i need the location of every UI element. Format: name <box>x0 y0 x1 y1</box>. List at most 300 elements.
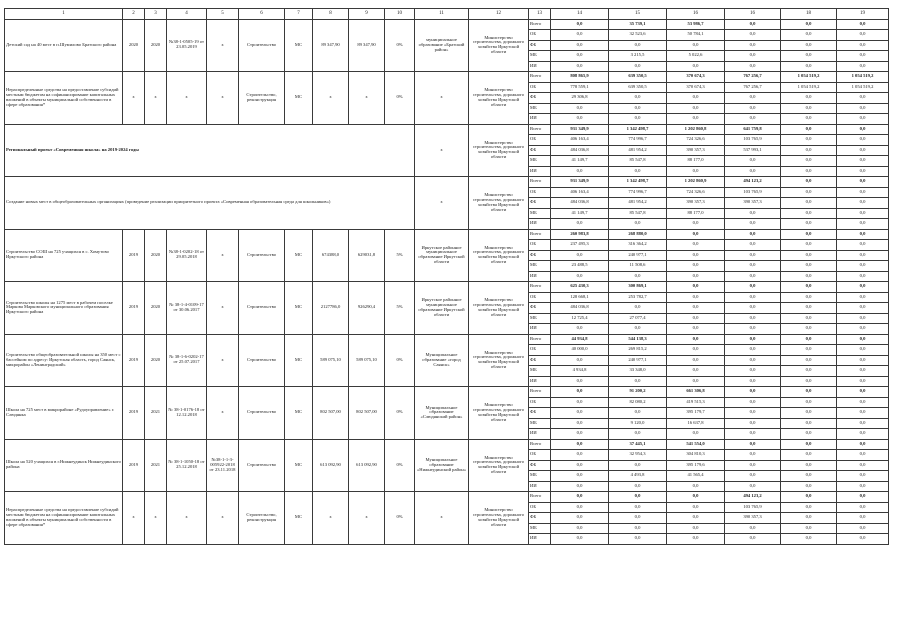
amount-cell: 0,0 <box>551 408 609 419</box>
amount-cell: 0,0 <box>667 40 725 51</box>
amount-cell: 260 983,8 <box>551 229 609 240</box>
amount-cell: 35 739,1 <box>609 19 667 30</box>
amount-cell: 0,0 <box>781 334 837 345</box>
amount-cell: 0,0 <box>725 292 781 303</box>
table-row <box>5 124 889 135</box>
amount-cell: 0,0 <box>667 366 725 377</box>
column-header: 16 <box>725 9 781 20</box>
amount-cell: 237 495,3 <box>551 240 609 251</box>
amount-cell: 0,0 <box>837 376 889 387</box>
amount-cell: 0,0 <box>837 492 889 503</box>
amount-cell: 4 934,8 <box>551 366 609 377</box>
amount-cell: 639 350,5 <box>609 72 667 83</box>
amount-cell: 0,0 <box>725 240 781 251</box>
expertise-cell: № 38-1-6-0202-17 от 25.07.2017 <box>167 334 207 387</box>
amount-cell: 0,0 <box>781 471 837 482</box>
municipality-cell: Муниципальное образование «Слюдянский район» <box>415 387 469 440</box>
amount-cell: 0,0 <box>725 345 781 356</box>
amount-cell: 0,0 <box>781 51 837 62</box>
amount-cell: 0,0 <box>781 177 837 188</box>
amount-cell: 0,0 <box>725 271 781 282</box>
amount-cell: 91 200,2 <box>609 387 667 398</box>
amount-cell: 0,0 <box>667 502 725 513</box>
funding-source-label: Всего <box>529 439 551 450</box>
amount-cell: 0,0 <box>781 303 837 314</box>
column-header: 6 <box>239 9 285 20</box>
amount-cell: 0,0 <box>781 93 837 104</box>
amount-cell: 481 954,2 <box>609 198 667 209</box>
amount-cell: 0,0 <box>837 156 889 167</box>
funding-source-label: ОБ <box>529 135 551 146</box>
amount-cell: 0,0 <box>725 324 781 335</box>
municipality-cell: муниципальное образование «Братский район» <box>415 19 469 72</box>
amount-cell: 0,0 <box>725 166 781 177</box>
funding-source-label: ФБ <box>529 355 551 366</box>
funding-source-label: ФБ <box>529 40 551 51</box>
amount-cell: 0,0 <box>667 219 725 230</box>
amount-cell: 0,0 <box>781 481 837 492</box>
amount-cell: 0,0 <box>667 261 725 272</box>
amount-cell: 0,0 <box>609 460 667 471</box>
amount-cell: 0,0 <box>781 439 837 450</box>
amount-cell: 0,0 <box>781 429 837 440</box>
estimated-cost-cell: 589 075,10 <box>313 334 349 387</box>
amount-cell: 0,0 <box>781 219 837 230</box>
amount-cell: 370 674,3 <box>667 82 725 93</box>
start-year-cell: 2019 <box>123 229 145 282</box>
amount-cell: 0,0 <box>837 114 889 125</box>
amount-cell: 767 256,7 <box>725 72 781 83</box>
amount-cell: 9 120,0 <box>609 418 667 429</box>
amount-cell: 300 869,1 <box>609 282 667 293</box>
column-header: 11 <box>415 9 469 20</box>
amount-cell: 0,0 <box>781 187 837 198</box>
amount-cell: 0,0 <box>781 114 837 125</box>
amount-cell: 931 349,9 <box>551 124 609 135</box>
amount-cell: 0,0 <box>837 282 889 293</box>
amount-cell: 0,0 <box>551 324 609 335</box>
work-type-cell: Строительство, реконструкция <box>239 492 285 545</box>
amount-cell: 0,0 <box>609 534 667 545</box>
amount-cell: 0,0 <box>551 523 609 534</box>
amount-cell: 0,0 <box>837 534 889 545</box>
readiness-cell: 0% <box>385 72 415 125</box>
budget-table-sheet <box>4 8 884 576</box>
funding-source-label: ИИ <box>529 324 551 335</box>
amount-cell: 0,0 <box>837 271 889 282</box>
amount-cell: 0,0 <box>725 19 781 30</box>
table-row <box>5 177 889 188</box>
amount-cell: 0,0 <box>667 523 725 534</box>
project-name-cell: Нераспределенные средства на предоставление субсидий местным бюджетам на софинансирование капитальных вложений в объекты муниципальной собственности в сфере образования* <box>5 492 123 545</box>
amount-cell: 0,0 <box>551 429 609 440</box>
expertise-cell: № 38-1-1050-18 от 25.12.2018 <box>167 439 207 492</box>
amount-cell: 0,0 <box>551 355 609 366</box>
remaining-cost-cell: х <box>349 492 385 545</box>
amount-cell: 0,0 <box>667 376 725 387</box>
amount-cell: 0,0 <box>725 429 781 440</box>
column-header: 16 <box>667 9 725 20</box>
table-body <box>5 19 889 544</box>
ownership-cell: МС <box>285 229 313 282</box>
amount-cell: 0,0 <box>609 40 667 51</box>
amount-cell: 0,0 <box>725 355 781 366</box>
expertise-cell: №38-1-0505-19 от 23.05.2019 <box>167 19 207 72</box>
amount-cell: 0,0 <box>725 418 781 429</box>
amount-cell: 103 765,9 <box>725 135 781 146</box>
amount-cell: 0,0 <box>667 492 725 503</box>
amount-cell: 370 674,3 <box>667 72 725 83</box>
amount-cell: 304 810,3 <box>667 450 725 461</box>
amount-cell: 774 996,7 <box>609 135 667 146</box>
amount-cell: 0,0 <box>837 135 889 146</box>
start-year-cell: 2019 <box>123 439 145 492</box>
amount-cell: 0,0 <box>781 418 837 429</box>
amount-cell: 0,0 <box>609 502 667 513</box>
amount-cell: 0,0 <box>725 481 781 492</box>
amount-cell: 0,0 <box>551 166 609 177</box>
amount-cell: 0,0 <box>837 502 889 513</box>
end-year-cell: 2020 <box>145 229 167 282</box>
amount-cell: 390 357,3 <box>725 198 781 209</box>
amount-cell: 0,0 <box>725 366 781 377</box>
column-header: 4 <box>167 9 207 20</box>
amount-cell: 0,0 <box>667 93 725 104</box>
amount-cell: 0,0 <box>781 30 837 41</box>
amount-cell: 1 054 519,2 <box>837 82 889 93</box>
amount-cell: 0,0 <box>725 303 781 314</box>
amount-cell: 0,0 <box>837 418 889 429</box>
funding-source-label: ОБ <box>529 82 551 93</box>
amount-cell: 0,0 <box>781 492 837 503</box>
amount-cell: 0,0 <box>837 30 889 41</box>
amount-cell: 88 177,0 <box>667 156 725 167</box>
amount-cell: 27 077,4 <box>609 313 667 324</box>
start-year-cell: 2020 <box>123 19 145 72</box>
amount-cell: 390 357,3 <box>725 513 781 524</box>
permit-cell: х <box>207 19 239 72</box>
amount-cell: 0,0 <box>667 513 725 524</box>
amount-cell: 0,0 <box>551 534 609 545</box>
permit-cell: х <box>207 229 239 282</box>
amount-cell: 0,0 <box>667 166 725 177</box>
amount-cell: 0,0 <box>837 19 889 30</box>
amount-cell: 661 306,8 <box>667 387 725 398</box>
funding-source-label: ИИ <box>529 114 551 125</box>
amount-cell: 0,0 <box>725 460 781 471</box>
project-name-cell: Детский сад на 40 мест в п.Шумилово Братского района <box>5 19 123 72</box>
remaining-cost-cell: 802 507,00 <box>349 387 385 440</box>
amount-cell: 32 954,3 <box>609 450 667 461</box>
responsible-cell: Министерство строительства, дорожного хозяйства Иркутской области <box>469 72 529 125</box>
amount-cell: 0,0 <box>837 292 889 303</box>
amount-cell: 0,0 <box>609 408 667 419</box>
project-name-cell: Нераспределенные средства на предоставление субсидий местным бюджетам на софинансирование капитальных вложений в объекты муниципальной собственности в сфере образования* <box>5 72 123 125</box>
funding-source-label: МБ <box>529 523 551 534</box>
funding-source-label: ФБ <box>529 513 551 524</box>
amount-cell: 0,0 <box>609 376 667 387</box>
amount-cell: 0,0 <box>781 240 837 251</box>
funding-source-label: ОБ <box>529 292 551 303</box>
work-type-cell: Строительство <box>239 334 285 387</box>
amount-cell: 639 350,5 <box>609 82 667 93</box>
estimated-cost-cell: 674388,0 <box>313 229 349 282</box>
responsible-cell: Министерство строительства, дорожного хозяйства Иркутской области <box>469 177 529 230</box>
amount-cell: 724 326,6 <box>667 135 725 146</box>
amount-cell: 41 565,4 <box>667 471 725 482</box>
amount-cell: 1 054 519,2 <box>837 72 889 83</box>
amount-cell: 0,0 <box>551 271 609 282</box>
funding-source-label: МБ <box>529 418 551 429</box>
amount-cell: 395 179,6 <box>667 460 725 471</box>
remaining-cost-cell: х <box>349 72 385 125</box>
amount-cell: 0,0 <box>837 366 889 377</box>
readiness-cell: 5% <box>385 229 415 282</box>
amount-cell: 32 523,6 <box>609 30 667 41</box>
amount-cell: 0,0 <box>667 481 725 492</box>
amount-cell: 0,0 <box>725 61 781 72</box>
amount-cell: 0,0 <box>781 208 837 219</box>
amount-cell: 0,0 <box>667 345 725 356</box>
amount-cell: 4 493,8 <box>609 471 667 482</box>
amount-cell: 931 349,9 <box>551 177 609 188</box>
ownership-cell: МС <box>285 334 313 387</box>
amount-cell: 23 488,5 <box>551 261 609 272</box>
amount-cell: 0,0 <box>609 114 667 125</box>
amount-cell: 85 547,8 <box>609 208 667 219</box>
amount-cell: 0,0 <box>725 229 781 240</box>
amount-cell: 544 138,3 <box>609 334 667 345</box>
amount-cell: 3 215,5 <box>609 51 667 62</box>
amount-cell: 0,0 <box>837 460 889 471</box>
amount-cell: 0,0 <box>837 313 889 324</box>
funding-source-label: МБ <box>529 261 551 272</box>
amount-cell: 0,0 <box>609 103 667 114</box>
amount-cell: 484 036,8 <box>551 303 609 314</box>
amount-cell: 0,0 <box>609 219 667 230</box>
end-year-cell: 2021 <box>145 387 167 440</box>
remaining-cost-cell: 613 092,90 <box>349 439 385 492</box>
ownership-cell: МС <box>285 72 313 125</box>
amount-cell: 0,0 <box>725 450 781 461</box>
funding-source-label: ФБ <box>529 250 551 261</box>
amount-cell: 29 306,8 <box>551 93 609 104</box>
municipality-cell: х <box>415 492 469 545</box>
funding-source-label: МБ <box>529 103 551 114</box>
remaining-cost-cell: 89 347,90 <box>349 19 385 72</box>
funding-source-label: Всего <box>529 177 551 188</box>
amount-cell: 484 036,8 <box>551 145 609 156</box>
amount-cell: 0,0 <box>781 261 837 272</box>
amount-cell: 0,0 <box>837 324 889 335</box>
amount-cell: 0,0 <box>667 334 725 345</box>
ownership-cell: МС <box>285 439 313 492</box>
amount-cell: 0,0 <box>667 240 725 251</box>
amount-cell: 0,0 <box>837 481 889 492</box>
ownership-cell: МС <box>285 19 313 72</box>
amount-cell: 0,0 <box>837 261 889 272</box>
column-header: 9 <box>349 9 385 20</box>
column-header: 13 <box>529 9 551 20</box>
amount-cell: 0,0 <box>781 534 837 545</box>
amount-cell: 0,0 <box>725 103 781 114</box>
project-name-cell: Строительство СОШ на 725 учащихся в с. Хомутово Иркутского района <box>5 229 123 282</box>
amount-cell: 641 759,8 <box>725 124 781 135</box>
permit-cell: х <box>207 387 239 440</box>
amount-cell: 0,0 <box>667 429 725 440</box>
amount-cell: 0,0 <box>837 124 889 135</box>
amount-cell: 0,0 <box>725 439 781 450</box>
responsible-cell: Министерство строительства, дорожного хозяйства Иркутской области <box>469 282 529 335</box>
amount-cell: 767 256,7 <box>725 82 781 93</box>
amount-cell: 0,0 <box>781 460 837 471</box>
amount-cell: 0,0 <box>551 51 609 62</box>
amount-cell: 0,0 <box>781 292 837 303</box>
funding-source-label: ОБ <box>529 30 551 41</box>
amount-cell: 395 179,7 <box>667 408 725 419</box>
amount-cell: 0,0 <box>725 30 781 41</box>
amount-cell: 0,0 <box>725 93 781 104</box>
amount-cell: 0,0 <box>781 397 837 408</box>
funding-source-label: ОБ <box>529 187 551 198</box>
amount-cell: 0,0 <box>781 198 837 209</box>
amount-cell: 0,0 <box>837 355 889 366</box>
amount-cell: 0,0 <box>725 313 781 324</box>
amount-cell: 0,0 <box>837 229 889 240</box>
column-header: 18 <box>781 9 837 20</box>
amount-cell: 0,0 <box>781 229 837 240</box>
amount-cell: 0,0 <box>837 166 889 177</box>
amount-cell: 0,0 <box>551 19 609 30</box>
responsible-cell: Министерство строительства, дорожного хозяйства Иркутской области <box>469 124 529 177</box>
work-type-cell: Строительство <box>239 229 285 282</box>
amount-cell: 481 954,2 <box>609 145 667 156</box>
funding-source-label: ИИ <box>529 61 551 72</box>
amount-cell: 0,0 <box>837 450 889 461</box>
amount-cell: 40 000,0 <box>551 345 609 356</box>
amount-cell: 390 357,3 <box>667 198 725 209</box>
amount-cell: 0,0 <box>837 198 889 209</box>
amount-cell: 53 986,7 <box>667 19 725 30</box>
amount-cell: 0,0 <box>725 471 781 482</box>
amount-cell: 37 445,1 <box>609 439 667 450</box>
amount-cell: 625 430,3 <box>551 282 609 293</box>
amount-cell: 0,0 <box>551 61 609 72</box>
responsible-cell: Министерство строительства, дорожного хозяйства Иркутской области <box>469 439 529 492</box>
amount-cell: 0,0 <box>837 187 889 198</box>
amount-cell: 0,0 <box>725 376 781 387</box>
amount-cell: 1 054 519,2 <box>781 82 837 93</box>
estimated-cost-cell: х <box>313 492 349 545</box>
funding-source-label: ОБ <box>529 450 551 461</box>
amount-cell: 0,0 <box>781 450 837 461</box>
funding-source-label: МБ <box>529 51 551 62</box>
amount-cell: 0,0 <box>551 397 609 408</box>
amount-cell: 0,0 <box>781 156 837 167</box>
amount-cell: 0,0 <box>725 51 781 62</box>
start-year-cell: 2019 <box>123 387 145 440</box>
amount-cell: 0,0 <box>781 103 837 114</box>
funding-source-label: Всего <box>529 334 551 345</box>
amount-cell: 0,0 <box>837 439 889 450</box>
amount-cell: 0,0 <box>725 408 781 419</box>
permit-cell: х <box>207 72 239 125</box>
amount-cell: 0,0 <box>781 345 837 356</box>
amount-cell: 808 865,9 <box>551 72 609 83</box>
remaining-cost-cell: 926290,4 <box>349 282 385 335</box>
permit-cell: х <box>207 334 239 387</box>
expertise-cell: х <box>167 72 207 125</box>
amount-cell: 0,0 <box>551 103 609 114</box>
amount-cell: 0,0 <box>781 40 837 51</box>
table-row <box>5 282 889 293</box>
amount-cell: 0,0 <box>781 61 837 72</box>
start-year-cell: х <box>123 492 145 545</box>
funding-source-label: Всего <box>529 387 551 398</box>
permit-cell: х <box>207 282 239 335</box>
funding-source-label: МБ <box>529 313 551 324</box>
start-year-cell: 2019 <box>123 334 145 387</box>
end-year-cell: х <box>145 72 167 125</box>
amount-cell: 128 668,1 <box>551 292 609 303</box>
table-row <box>5 334 889 345</box>
amount-cell: 0,0 <box>837 208 889 219</box>
amount-cell: 0,0 <box>725 219 781 230</box>
amount-cell: 103 765,9 <box>725 187 781 198</box>
amount-cell: 0,0 <box>609 492 667 503</box>
column-header: 7 <box>285 9 313 20</box>
column-header: 5 <box>207 9 239 20</box>
amount-cell: 0,0 <box>725 40 781 51</box>
funding-source-label: ФБ <box>529 460 551 471</box>
table-row <box>5 229 889 240</box>
amount-cell: 0,0 <box>551 450 609 461</box>
amount-cell: 0,0 <box>551 460 609 471</box>
work-type-cell: Строительство <box>239 19 285 72</box>
amount-cell: 5 022,6 <box>667 51 725 62</box>
amount-cell: 0,0 <box>837 177 889 188</box>
amount-cell: 0,0 <box>781 135 837 146</box>
column-header: 14 <box>551 9 609 20</box>
table-row <box>5 19 889 30</box>
amount-cell: 0,0 <box>837 250 889 261</box>
amount-cell: 0,0 <box>609 61 667 72</box>
amount-cell: 0,0 <box>667 61 725 72</box>
amount-cell: 0,0 <box>781 282 837 293</box>
amount-cell: 11 508,6 <box>609 261 667 272</box>
amount-cell: 774 996,7 <box>609 187 667 198</box>
amount-cell: 0,0 <box>551 219 609 230</box>
amount-cell: 0,0 <box>781 324 837 335</box>
estimated-cost-cell: 802 507,00 <box>313 387 349 440</box>
expertise-cell: № 38-1-4-0109-17 от 30.06.2017 <box>167 282 207 335</box>
amount-cell: 1 342 498,7 <box>609 124 667 135</box>
funding-source-label: Всего <box>529 72 551 83</box>
amount-cell: 0,0 <box>781 366 837 377</box>
readiness-cell: 0% <box>385 387 415 440</box>
end-year-cell: 2020 <box>145 19 167 72</box>
ownership-cell: МС <box>285 492 313 545</box>
municipality-cell: Иркутское районное муниципальное образование Иркутской области <box>415 229 469 282</box>
amount-cell: 44 934,8 <box>551 334 609 345</box>
funding-source-label: ФБ <box>529 198 551 209</box>
amount-cell: 41 149,7 <box>551 208 609 219</box>
work-type-cell: Строительство <box>239 387 285 440</box>
amount-cell: 406 163,4 <box>551 187 609 198</box>
amount-cell: 0,0 <box>667 355 725 366</box>
project-name-cell: Региональный проект «Современная школа» на 2019-2024 годы <box>5 124 415 177</box>
table-row <box>5 439 889 450</box>
